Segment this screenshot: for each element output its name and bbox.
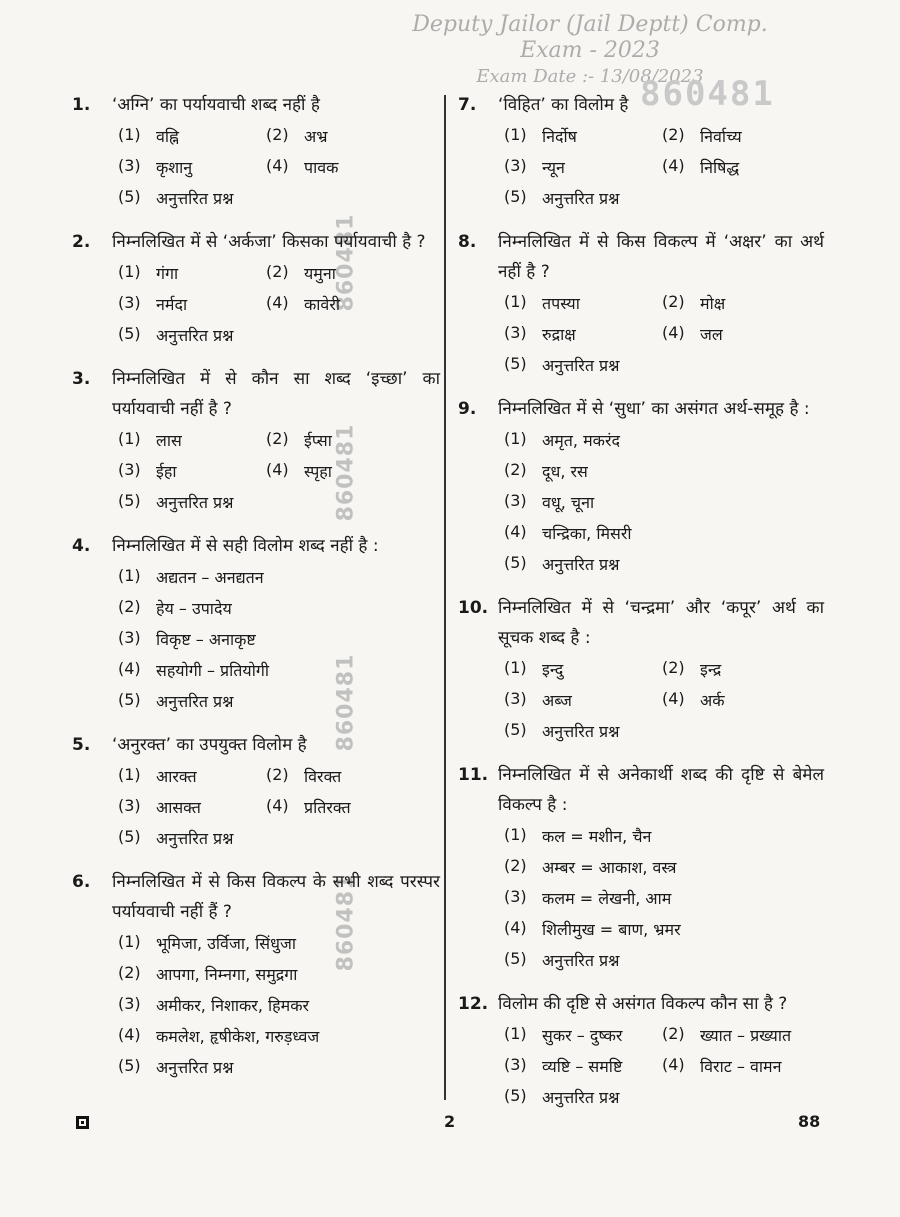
- option-number: (5): [118, 1055, 141, 1075]
- option-number: (5): [504, 1085, 527, 1105]
- question-text: विलोम की दृष्टि से असंगत विकल्प कौन सा है ?: [498, 994, 788, 1014]
- option-row: [118, 927, 440, 958]
- answer-option: [266, 125, 414, 147]
- question-header: [458, 227, 824, 287]
- answer-option: [504, 1086, 824, 1108]
- answer-option: [118, 628, 438, 650]
- option-text: रुद्राक्ष: [542, 324, 576, 344]
- option-number: (1): [118, 261, 141, 281]
- option-number: (4): [662, 688, 685, 708]
- option-text: नर्मदा: [156, 294, 188, 314]
- option-text: स्पृहा: [304, 461, 332, 481]
- answer-option: [662, 1055, 820, 1077]
- option-number: (2): [662, 291, 685, 311]
- option-number: (1): [118, 124, 141, 144]
- watermark-code: 860481: [333, 423, 359, 522]
- option-number: (4): [662, 155, 685, 175]
- option-row: [504, 455, 824, 486]
- option-number: (5): [504, 353, 527, 373]
- option-row: [118, 1020, 440, 1051]
- option-text: अनुत्तरित प्रश्न: [542, 721, 620, 741]
- option-text: अनुत्तरित प्रश्न: [542, 188, 620, 208]
- answer-option: [118, 460, 266, 482]
- option-number: (1): [118, 565, 141, 585]
- watermark-code: 860481: [333, 213, 359, 312]
- option-row: [118, 685, 440, 716]
- option-row: [504, 424, 824, 455]
- answer-option: [118, 491, 438, 513]
- option-number: (5): [504, 948, 527, 968]
- option-number: (2): [266, 124, 289, 144]
- answer-option: [118, 1025, 438, 1047]
- option-number: (3): [504, 322, 527, 342]
- option-text: ईहा: [156, 461, 177, 481]
- question-text: निम्नलिखित में से सही विलोम शब्द नहीं है :: [112, 536, 379, 556]
- option-row: [504, 944, 824, 975]
- answer-option: [662, 323, 820, 345]
- option-number: (1): [504, 428, 527, 448]
- question-block: [72, 531, 440, 716]
- options-list: [458, 820, 824, 975]
- option-number: (3): [118, 627, 141, 647]
- option-text: विराट – वामन: [700, 1056, 782, 1076]
- option-row: [118, 654, 440, 685]
- option-text: अमृत, मकरंद: [542, 430, 620, 450]
- question-header: [72, 364, 440, 424]
- option-number: (4): [504, 917, 527, 937]
- option-number: (2): [662, 657, 685, 677]
- option-text: ईप्सा: [304, 430, 332, 450]
- question-number: 8.: [458, 232, 477, 252]
- option-number: (1): [504, 291, 527, 311]
- option-number: (5): [504, 186, 527, 206]
- option-text: अनुत्तरित प्रश्न: [156, 325, 234, 345]
- option-text: इन्द्र: [700, 659, 722, 679]
- question-header: [72, 531, 440, 561]
- answer-option: [118, 796, 266, 818]
- options-list: [458, 653, 824, 746]
- option-text: अनुत्तरित प्रश्न: [156, 492, 234, 512]
- option-row: [118, 120, 440, 151]
- question-number: 12.: [458, 994, 489, 1014]
- question-number: 10.: [458, 598, 489, 618]
- option-number: (3): [504, 886, 527, 906]
- option-row: [118, 791, 440, 822]
- options-list: [72, 424, 440, 517]
- option-row: [504, 151, 824, 182]
- option-row: [504, 548, 824, 579]
- option-text: अमीकर, निशाकर, हिमकर: [156, 995, 310, 1015]
- answer-option: [118, 659, 438, 681]
- question-block: [72, 364, 440, 517]
- answer-option: [504, 918, 824, 940]
- question-number: 1.: [72, 95, 91, 115]
- option-text: इन्दु: [542, 659, 564, 679]
- question-number: 3.: [72, 369, 91, 389]
- question-header: [458, 760, 824, 820]
- answer-option: [662, 658, 820, 680]
- option-row: [118, 760, 440, 791]
- option-number: (5): [118, 186, 141, 206]
- question-text: निम्नलिखित में से ‘अर्कजा’ किसका पर्यायवाची है ?: [112, 232, 426, 252]
- question-header: [458, 593, 824, 653]
- option-number: (4): [266, 155, 289, 175]
- option-text: अनुत्तरित प्रश्न: [542, 355, 620, 375]
- option-number: (1): [118, 931, 141, 951]
- option-row: [504, 120, 824, 151]
- question-header: [72, 227, 440, 257]
- option-number: (1): [504, 124, 527, 144]
- options-list: [458, 424, 824, 579]
- question-text: ‘अनुरक्त’ का उपयुक्त विलोम है: [112, 735, 307, 755]
- option-number: (4): [266, 795, 289, 815]
- handwritten-note-line2: Exam Date :- 13/08/2023: [476, 66, 704, 87]
- option-row: [118, 623, 440, 654]
- option-text: न्यून: [542, 157, 565, 177]
- option-row: [504, 653, 824, 684]
- option-text: कमलेश, हृषीकेश, गरुड़ध्वज: [156, 1026, 320, 1046]
- option-row: [118, 561, 440, 592]
- answer-option: [118, 566, 438, 588]
- question-number: 5.: [72, 735, 91, 755]
- question-number: 2.: [72, 232, 91, 252]
- option-row: [118, 151, 440, 182]
- option-number: (2): [266, 261, 289, 281]
- option-row: [504, 851, 824, 882]
- option-number: (1): [504, 657, 527, 677]
- answer-option: [118, 932, 438, 954]
- option-number: (1): [504, 1023, 527, 1043]
- answer-option: [504, 553, 824, 575]
- option-text: अनुत्तरित प्रश्न: [542, 1087, 620, 1107]
- answer-option: [662, 125, 820, 147]
- option-number: (5): [118, 323, 141, 343]
- option-row: [504, 182, 824, 213]
- option-number: (1): [118, 428, 141, 448]
- option-text: विकृष्ट – अनाकृष्ट: [156, 629, 256, 649]
- question-text: ‘विहित’ का विलोम है: [498, 95, 629, 115]
- watermark-code: 860481: [333, 873, 359, 972]
- question-header: [458, 394, 824, 424]
- option-text: आसक्त: [156, 797, 201, 817]
- option-text: आरक्त: [156, 766, 197, 786]
- answer-option: [662, 156, 820, 178]
- question-number: 7.: [458, 95, 477, 115]
- answer-option: [118, 262, 266, 284]
- option-text: व्यष्टि – समष्टि: [542, 1056, 623, 1076]
- option-text: अद्यतन – अनद्यतन: [156, 567, 264, 587]
- options-list: [458, 287, 824, 380]
- option-number: (4): [118, 1024, 141, 1044]
- page-code: 88: [798, 1112, 821, 1131]
- option-text: सुकर – दुष्कर: [542, 1025, 623, 1045]
- option-number: (2): [504, 459, 527, 479]
- question-text: निम्नलिखित में से किस विकल्प में ‘अक्षर’ का अर्थ नहीं है ?: [498, 232, 824, 282]
- option-text: गंगा: [156, 263, 179, 283]
- option-text: प्रतिरक्त: [304, 797, 351, 817]
- option-text: हेय – उपादेय: [156, 598, 232, 618]
- option-number: (4): [266, 292, 289, 312]
- option-row: [504, 349, 824, 380]
- option-row: [118, 486, 440, 517]
- question-block: [72, 227, 440, 350]
- answer-option: [266, 765, 414, 787]
- option-text: अनुत्तरित प्रश्न: [156, 691, 234, 711]
- option-number: (2): [266, 428, 289, 448]
- question-block: [458, 593, 824, 746]
- answer-option: [504, 887, 824, 909]
- option-text: अनुत्तरित प्रश्न: [156, 188, 234, 208]
- option-number: (3): [504, 1054, 527, 1074]
- answer-option: [266, 293, 414, 315]
- option-number: (2): [504, 855, 527, 875]
- option-row: [504, 1050, 824, 1081]
- option-text: भूमिजा, उर्विजा, सिंधुजा: [156, 933, 296, 953]
- options-list: [72, 120, 440, 213]
- option-text: अर्क: [700, 690, 725, 710]
- option-text: तपस्या: [542, 293, 580, 313]
- code-stamp: 860481: [640, 74, 775, 114]
- answer-option: [504, 292, 662, 314]
- question-header: [458, 989, 824, 1019]
- answer-option: [504, 156, 662, 178]
- answer-option: [504, 689, 662, 711]
- answer-option: [662, 292, 820, 314]
- options-list: [72, 927, 440, 1082]
- answer-option: [504, 354, 824, 376]
- page-number: 2: [444, 1112, 456, 1131]
- question-header: [72, 730, 440, 760]
- option-text: सहयोगी – प्रतियोगी: [156, 660, 270, 680]
- option-text: अनुत्तरित प्रश्न: [156, 828, 234, 848]
- square-marker-icon: [76, 1116, 89, 1129]
- option-row: [118, 319, 440, 350]
- option-text: पावक: [304, 157, 339, 177]
- option-row: [504, 318, 824, 349]
- option-text: वधू, चूना: [542, 492, 595, 512]
- option-number: (5): [504, 552, 527, 572]
- option-number: (5): [118, 826, 141, 846]
- answer-option: [118, 293, 266, 315]
- answer-option: [118, 963, 438, 985]
- answer-option: [118, 324, 438, 346]
- option-number: (2): [662, 124, 685, 144]
- answer-option: [118, 1056, 438, 1078]
- watermark-code: 860481: [333, 653, 359, 752]
- option-text: अनुत्तरित प्रश्न: [156, 1057, 234, 1077]
- option-row: [504, 287, 824, 318]
- option-number: (3): [118, 459, 141, 479]
- question-number: 9.: [458, 399, 477, 419]
- question-block: [458, 90, 824, 213]
- answer-option: [118, 156, 266, 178]
- answer-option: [118, 994, 438, 1016]
- option-text: वह्नि: [156, 126, 179, 146]
- right-question-column: [458, 90, 824, 1126]
- answer-option: [504, 460, 824, 482]
- option-number: (3): [118, 292, 141, 312]
- question-block: [72, 867, 440, 1082]
- answer-option: [266, 429, 414, 451]
- option-text: चन्द्रिका, मिसरी: [542, 523, 632, 543]
- answer-option: [118, 690, 438, 712]
- answer-option: [504, 522, 824, 544]
- option-row: [118, 424, 440, 455]
- option-text: विरक्त: [304, 766, 342, 786]
- question-text: निम्नलिखित में से किस विकल्प के सभी शब्द परस्पर पर्यायवाची नहीं हैं ?: [112, 872, 440, 922]
- option-row: [118, 989, 440, 1020]
- question-block: [458, 760, 824, 975]
- option-row: [118, 592, 440, 623]
- answer-option: [662, 1024, 820, 1046]
- option-text: दूध, रस: [542, 461, 588, 481]
- answer-option: [118, 187, 438, 209]
- answer-option: [504, 1055, 662, 1077]
- question-block: [458, 227, 824, 380]
- option-number: (4): [504, 521, 527, 541]
- question-header: [458, 90, 824, 120]
- option-number: (2): [118, 962, 141, 982]
- answer-option: [118, 765, 266, 787]
- answer-option: [504, 187, 824, 209]
- answer-option: [266, 796, 414, 818]
- answer-option: [504, 720, 824, 742]
- option-number: (2): [662, 1023, 685, 1043]
- option-number: (4): [662, 1054, 685, 1074]
- option-number: (3): [118, 993, 141, 1013]
- option-number: (3): [504, 688, 527, 708]
- option-number: (3): [504, 490, 527, 510]
- answer-option: [118, 827, 438, 849]
- question-text: निम्नलिखित में से कौन सा शब्द ‘इच्छा’ का पर्यायवाची नहीं है ?: [112, 369, 440, 419]
- options-list: [72, 561, 440, 716]
- question-number: 6.: [72, 872, 91, 892]
- answer-option: [118, 429, 266, 451]
- option-text: मोक्ष: [700, 293, 726, 313]
- option-text: ख्यात – प्रख्यात: [700, 1025, 792, 1045]
- column-divider: [444, 95, 446, 1100]
- option-text: निर्वाच्य: [700, 126, 742, 146]
- option-row: [118, 958, 440, 989]
- option-text: लास: [156, 430, 182, 450]
- option-number: (5): [118, 689, 141, 709]
- option-row: [504, 486, 824, 517]
- question-block: [458, 394, 824, 579]
- option-row: [504, 1081, 824, 1112]
- answer-option: [504, 323, 662, 345]
- option-text: कृशानु: [156, 157, 193, 177]
- option-number: (4): [118, 658, 141, 678]
- answer-option: [266, 262, 414, 284]
- option-row: [118, 288, 440, 319]
- option-text: अब्ज: [542, 690, 572, 710]
- option-row: [504, 913, 824, 944]
- option-number: (3): [118, 795, 141, 815]
- option-row: [504, 517, 824, 548]
- answer-option: [266, 460, 414, 482]
- question-header: [72, 90, 440, 120]
- handwritten-note-line1: Deputy Jailor (Jail Deptt) Comp. Exam - 2023: [412, 12, 768, 63]
- option-row: [118, 455, 440, 486]
- option-text: कावेरी: [304, 294, 341, 314]
- answer-option: [504, 125, 662, 147]
- question-block: [72, 90, 440, 213]
- answer-option: [266, 156, 414, 178]
- question-text: निम्नलिखित में से अनेकार्थी शब्द की दृष्टि से बेमेल विकल्प है :: [498, 765, 824, 815]
- answer-option: [504, 949, 824, 971]
- options-list: [458, 1019, 824, 1112]
- option-text: कलम = लेखनी, आम: [542, 888, 672, 908]
- option-number: (1): [118, 764, 141, 784]
- question-header: [72, 867, 440, 927]
- option-row: [504, 715, 824, 746]
- option-text: अभ्र: [304, 126, 328, 146]
- option-row: [118, 182, 440, 213]
- question-number: 4.: [72, 536, 91, 556]
- options-list: [458, 120, 824, 213]
- option-text: अनुत्तरित प्रश्न: [542, 554, 620, 574]
- question-number: 11.: [458, 765, 489, 785]
- option-text: जल: [700, 324, 723, 344]
- option-row: [118, 1051, 440, 1082]
- option-text: शिलीमुख = बाण, भ्रमर: [542, 919, 681, 939]
- option-number: (3): [118, 155, 141, 175]
- question-text: ‘अग्नि’ का पर्यायवाची शब्द नहीं है: [112, 95, 320, 115]
- option-number: (3): [504, 155, 527, 175]
- answer-option: [504, 856, 824, 878]
- answer-option: [118, 597, 438, 619]
- option-row: [504, 1019, 824, 1050]
- question-text: निम्नलिखित में से ‘चन्द्रमा’ और ‘कपूर’ अर्थ का सूचक शब्द है :: [498, 598, 824, 648]
- option-number: (5): [504, 719, 527, 739]
- option-number: (4): [266, 459, 289, 479]
- option-row: [118, 257, 440, 288]
- answer-option: [504, 825, 824, 847]
- option-text: यमुना: [304, 263, 336, 283]
- option-text: अम्बर = आकाश, वस्त्र: [542, 857, 677, 877]
- left-question-column: [72, 90, 440, 1096]
- option-number: (2): [266, 764, 289, 784]
- option-text: कल = मशीन, चैन: [542, 826, 652, 846]
- answer-option: [504, 429, 824, 451]
- answer-option: [504, 658, 662, 680]
- options-list: [72, 257, 440, 350]
- option-row: [504, 684, 824, 715]
- option-row: [118, 822, 440, 853]
- answer-option: [504, 1024, 662, 1046]
- answer-option: [504, 491, 824, 513]
- option-text: अनुत्तरित प्रश्न: [542, 950, 620, 970]
- options-list: [72, 760, 440, 853]
- question-text: निम्नलिखित में से ‘सुधा’ का असंगत अर्थ-समूह है :: [498, 399, 810, 419]
- option-number: (1): [504, 824, 527, 844]
- option-number: (2): [118, 596, 141, 616]
- option-number: (5): [118, 490, 141, 510]
- option-row: [504, 882, 824, 913]
- answer-option: [662, 689, 820, 711]
- question-block: [458, 989, 824, 1112]
- option-text: आपगा, निम्नगा, समुद्रगा: [156, 964, 298, 984]
- question-block: [72, 730, 440, 853]
- option-number: (4): [662, 322, 685, 342]
- option-row: [504, 820, 824, 851]
- option-text: निषिद्ध: [700, 157, 740, 177]
- answer-option: [118, 125, 266, 147]
- option-text: निर्दोष: [542, 126, 577, 146]
